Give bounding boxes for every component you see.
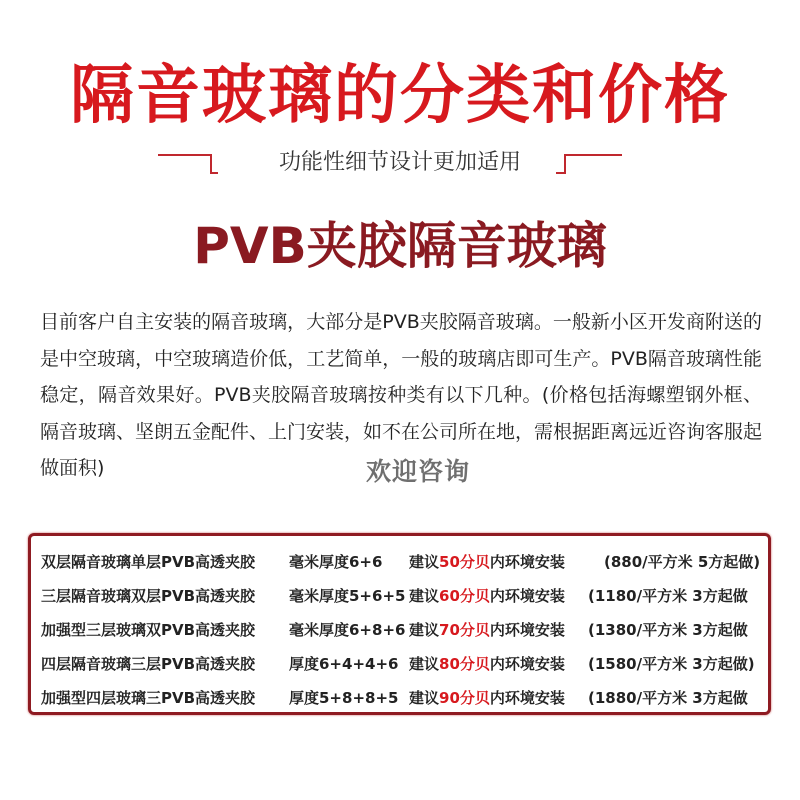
subtitle: 功能性细节设计更加适用 bbox=[278, 150, 521, 175]
right-bracket-decoration bbox=[556, 154, 616, 176]
price-text: (1180/平方米 3方起做 bbox=[588, 587, 748, 605]
thickness-spec: 毫米厚度6+8+6 bbox=[289, 621, 406, 639]
table-row bbox=[31, 545, 768, 575]
thickness-spec: 厚度5+8+8+5 bbox=[289, 689, 399, 707]
page-title: 隔音玻璃的分类和价格 bbox=[70, 59, 730, 133]
recommendation: 建议90分贝内环境安装 bbox=[409, 689, 565, 707]
table-row bbox=[31, 681, 768, 711]
recommendation: 建议80分贝内环境安装 bbox=[409, 655, 565, 673]
decibel-value: 50分贝 bbox=[439, 553, 490, 571]
recommendation: 建议70分贝内环境安装 bbox=[409, 621, 565, 639]
product-name: 双层隔音玻璃单层PVB高透夹胶 bbox=[41, 553, 256, 571]
recommendation: 建议60分贝内环境安装 bbox=[409, 587, 565, 605]
decibel-value: 90分贝 bbox=[439, 689, 490, 707]
decibel-value: 80分贝 bbox=[439, 655, 490, 673]
decibel-value: 70分贝 bbox=[439, 621, 490, 639]
product-name: 三层隔音玻璃双层PVB高透夹胶 bbox=[41, 587, 256, 605]
thickness-spec: 毫米厚度6+6 bbox=[289, 553, 383, 571]
thickness-spec: 厚度6+4+4+6 bbox=[289, 655, 399, 673]
product-name: 加强型四层玻璃三PVB高透夹胶 bbox=[41, 689, 256, 707]
section-heading: PVB夹胶隔音玻璃 bbox=[193, 217, 607, 275]
subtitle-row bbox=[0, 146, 800, 186]
thickness-spec: 毫米厚度5+6+5 bbox=[289, 587, 406, 605]
price-text: (880/平方米 5方起做) bbox=[604, 553, 761, 571]
price-text: (1880/平方米 3方起做 bbox=[588, 689, 748, 707]
consult-text: 欢迎咨询 bbox=[366, 457, 471, 486]
product-name: 加强型三层玻璃双PVB高透夹胶 bbox=[41, 621, 256, 639]
description-paragraph: 目前客户自主安装的隔音玻璃，大部分是PVB夹胶隔音玻璃。一般新小区开发商附送的是中空玻璃，中空玻璃造价低，工艺简单，一般的玻璃店即可生产。PVB隔音玻璃性能稳定，隔音效果好。PVB夹胶隔音玻璃按种类有以下几种。(价格包括海螺塑钢外框、隔音玻璃、坚朗五金配件、上门安装，如不在公司所在地，需根据距离远近咨询客服起做面积) bbox=[40, 311, 763, 479]
price-table bbox=[28, 533, 771, 715]
recommendation: 建议50分贝内环境安装 bbox=[409, 553, 565, 571]
table-row bbox=[31, 613, 768, 643]
product-name: 四层隔音玻璃三层PVB高透夹胶 bbox=[41, 655, 256, 673]
price-text: (1380/平方米 3方起做 bbox=[588, 621, 748, 639]
price-text: (1580/平方米 3方起做) bbox=[588, 655, 755, 673]
decibel-value: 60分贝 bbox=[439, 587, 490, 605]
table-row bbox=[31, 647, 768, 677]
table-row bbox=[31, 579, 768, 609]
